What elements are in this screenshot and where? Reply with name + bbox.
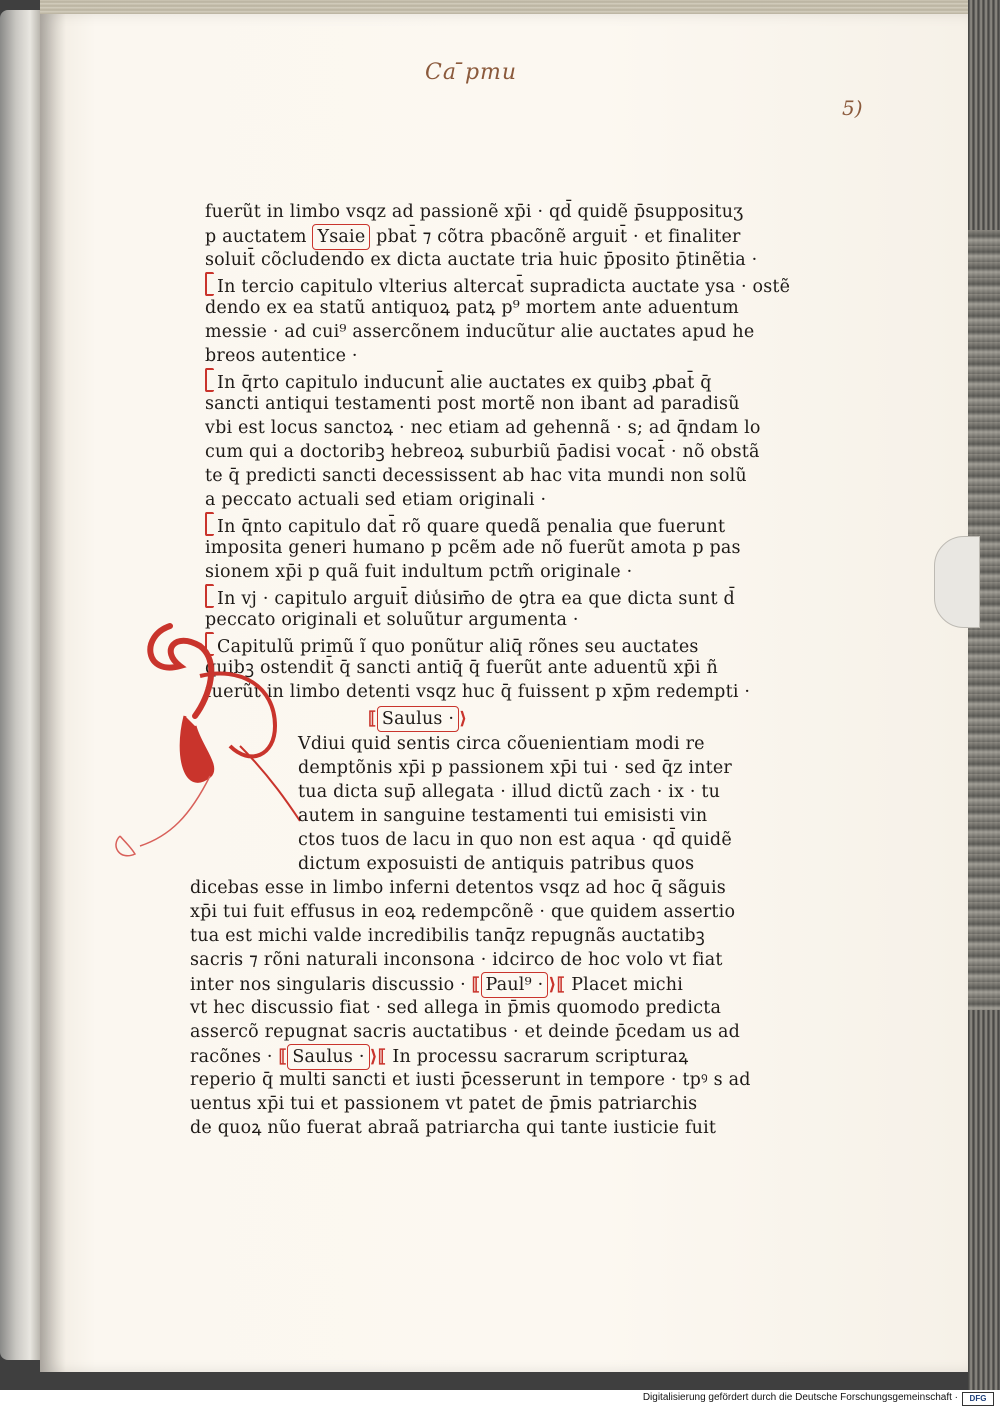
speaker-name: Saulus · [287,1044,369,1070]
speaker-name: Paul⁹ · [481,972,549,998]
rubric-name: Ysaie [312,224,370,250]
text-line: fuerũt in limbo vsqz ad passionẽ xp̄i · qd̄ quidẽ p̄supposituʒ [205,202,744,222]
text-line: In q̄nto capitulo dat̄ rõ quare quedã penalia que fuerunt [205,512,725,539]
text-line: p auctatem Ysaie pbat̄ ⁊ cõtra pbacõnẽ arguit̄ · et finaliter [205,224,741,250]
text-line: racõnes · ⟦ Saulus · ⟩⟦ In processu sacrarum scripturaꝝ [190,1044,688,1070]
text-line: sacris ⁊ rõni naturali inconsona · idcirco de hoc volo vt fiat [190,950,723,970]
text-line: xp̄i tui fuit effusus in eoꝝ redempcõnẽ · que quidem assertio [190,902,736,922]
funding-notice: Digitalisierung gefördert durch die Deutsche Forschungsgemeinschaft · [642,1392,958,1403]
text-line: dictum exposuisti de antiquis patribus quos [298,854,695,874]
text-line: te q̄ predicti sancti decessissent ab hac vita mundi non solũ [205,466,747,486]
text-line: autem in sanguine testamenti tui emisisti vin [298,806,708,826]
paragraph-mark [205,512,214,536]
text-line: In q̄rto capitulo inducunt̄ alie auctates ex quibꝫ ꝓbat̄ q̄ [205,368,712,395]
text-line: In vj · capitulo arguit̄ diu̾sim̄o de ꝯtra ea que dicta sunt d̄ [205,584,735,611]
text-line: fuerũt in limbo detenti vsqz huc q̄ fuissent p xp̄m redempti · [205,682,751,702]
text-line: peccato originali et soluũtur argumenta · [205,610,579,630]
text-line: soluit̄ cõcludendo ex dicta auctate tria huic p̄posito p̄tinẽtia · [205,250,758,270]
text-line: demptõnis xp̄i p passionem xp̄i tui · sed q̄z inter [298,758,732,778]
footer-bar [0,1390,1000,1407]
paragraph-mark [205,272,214,296]
paragraph-mark [205,368,214,392]
book-spine-edge [0,10,40,1360]
decorated-initial [100,606,310,876]
text-line: Vdiui quid sentis circa cõuenientiam modi re [298,734,705,754]
text-line: messie · ad cui⁹ assercõnem inducũtur alie auctates apud he [205,322,755,342]
text-line: breos autentice · [205,346,358,366]
folio-number: 5) [842,96,863,120]
text-line: tua dicta sup̄ allegata · illud dictũ zach · ix · tu [298,782,721,802]
text-line: dicebas esse in limbo inferni detentos vsqz ad hoc q̄ sãguis [190,878,726,898]
binding-shadow [40,14,66,1372]
speaker-name: Saulus · [377,706,459,732]
text-line: a peccato actuali sed etiam originali · [205,490,547,510]
speaker-rubric: ⟦ Saulus · ⟩ [368,706,467,732]
text-line: uentus xp̄i tui et passionem vt patet de p̄mis patriarchis [190,1094,698,1114]
handwritten-heading: Ca ̄pmu [425,60,518,85]
text-line: tua est michi valde incredibilis tanq̄z repugnãs auctatibꝫ [190,926,705,946]
text-line: Capitulũ primũ ĩ quo ponũtur aliq̄ rõnes seu auctates [205,632,699,659]
text-line: dendo ex ea statũ antiquoꝝ patꝝ p⁹ mortem ante aduentum [205,298,739,318]
text-line: vbi est locus sanctoꝝ · nec etiam ad gehennã · s; ad q̄ndam lo [205,418,761,438]
text-line: vt hec discussio fiat · sed allega in p̄mis quomodo predicta [190,998,722,1018]
text-line: reperio q̄ multi sancti et iusti p̄cesserunt in tempore · tpꝰ s ad [190,1070,751,1090]
text-line: quibꝫ ostendit̄ q̄ sancti antiq̄ q̄ fuerũt ante aduentũ xp̄i ñ [205,658,718,678]
text-line: ctos tuos de lacu in quo non est aqua · qd̄ quidẽ [298,830,732,850]
text-line: assercõ repugnat sacris auctatibus · et deinde p̄cedam us ad [190,1022,741,1042]
text-line: inter nos singularis discussio · ⟦ Paul⁹ · ⟩⟦ Placet michi [190,972,683,998]
text-line: de quoꝝ nũo fuerat abraã patriarcha qui tante iusticie fuit [190,1118,717,1138]
page-tab-marker [934,536,980,628]
text-line: imposita generi humano p pcẽm ade nõ fuerũt amota p pas [205,538,741,558]
text-line: cum qui a doctoribꝫ hebreoꝝ suburbiũ p̄adisi vocat̄ · nõ obstã [205,442,760,462]
paragraph-mark [205,584,214,608]
text-line: sancti antiqui testamenti post mortẽ non ibant ad paradisũ [205,394,740,414]
text-line: sionem xp̄i p quã fuit indultum pctm̃ originale · [205,562,633,582]
dfg-logo: DFG [962,1392,994,1406]
text-line: In tercio capitulo vlterius altercat̄ supradicta auctate ysa · ostẽ [205,272,790,299]
